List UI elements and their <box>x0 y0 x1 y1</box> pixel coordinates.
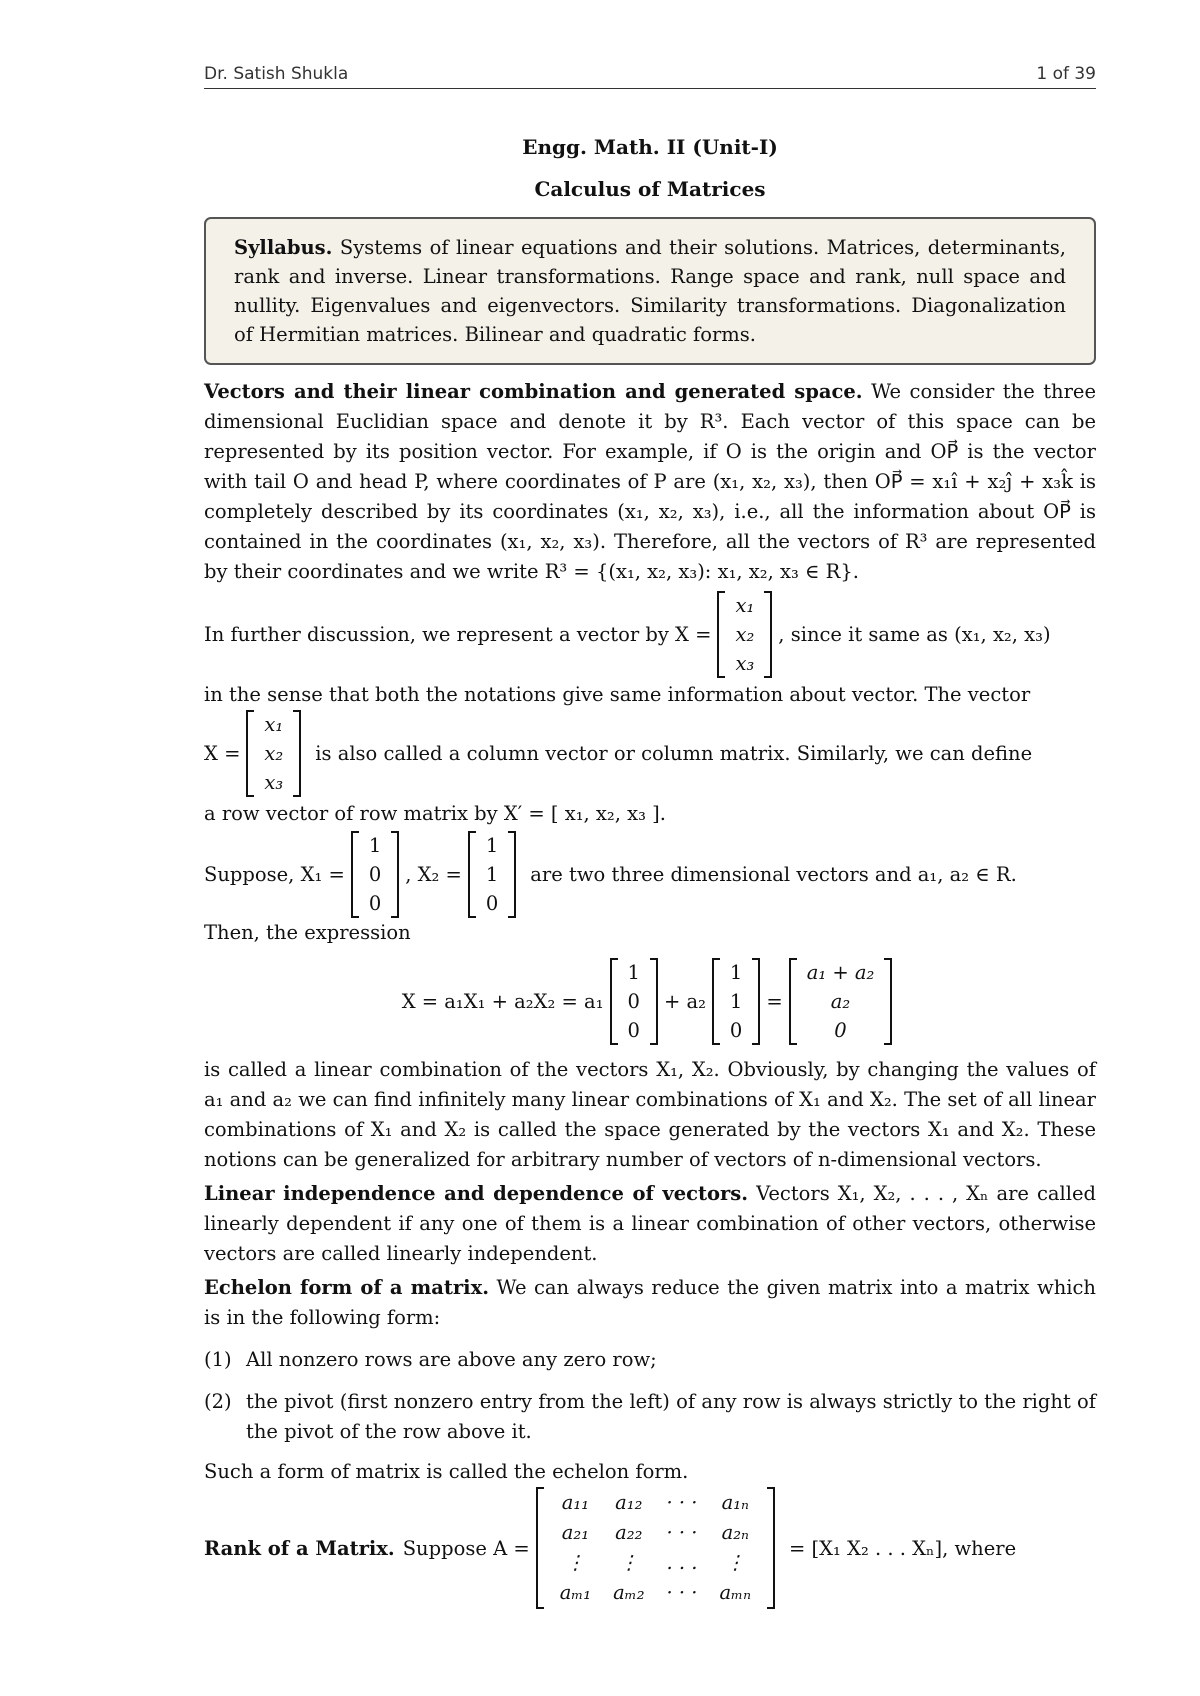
list-item <box>204 1345 1096 1375</box>
section-echelon <box>204 1273 1096 1333</box>
echelon-text: We can always reduce the given matrix into a matrix which is in the following form: <box>204 1276 1096 1329</box>
column-matrix-prefix: X = <box>204 742 241 765</box>
equation-lhs: X = a₁X₁ + a₂X₂ = a₁ <box>401 990 604 1013</box>
matrix-entry: . . . <box>666 1551 698 1574</box>
equation-operator: + a₂ <box>663 990 706 1013</box>
column-matrix <box>246 710 301 797</box>
linear-combination-text: is called a linear combination of the vectors X₁, X₂. Obviously, by changing the values of a₁ and a₂ we can find infinitely many linear combinations of X₁ and X₂. The set of all linear combinations of X₁ and X₂ is called the space generated by the vectors X₁ and X₂. These notions can be generalized for arbitrary number of vectors of n-dimensional vectors. <box>204 1058 1096 1171</box>
suppose-mid: , X₂ = <box>405 863 462 886</box>
matrix-entry: 1 <box>627 961 640 984</box>
equation-matrix-result <box>789 958 893 1045</box>
matrix-entry: 0 <box>368 863 382 886</box>
syllabus-label: Syllabus. <box>234 236 333 259</box>
matrix-entry: a₂₂ <box>615 1521 643 1544</box>
rank-suffix: = [X₁ X₂ . . . Xₙ], where <box>789 1536 1017 1560</box>
independence-heading: Linear independence and dependence of vectors. <box>204 1182 749 1205</box>
echelon-closing: Such a form of matrix is called the echelon form. <box>204 1460 689 1483</box>
row-vector-text: a row vector of row matrix by X′ = [ x₁, x₂, x₃ ]. <box>204 802 666 825</box>
matrix-entry: a₁₂ <box>615 1491 643 1514</box>
equation-matrix-2 <box>712 958 760 1045</box>
suppose-vectors <box>204 831 1096 918</box>
list-item <box>204 1387 1096 1447</box>
vector-x1 <box>351 831 399 918</box>
list-item-number: (1) <box>204 1348 232 1371</box>
matrix-entry: 0 <box>627 1019 640 1042</box>
page-content <box>204 64 1096 1609</box>
matrix-entry: aₘ₂ <box>613 1581 645 1604</box>
then-text: Then, the expression <box>204 921 411 944</box>
suppose-prefix: Suppose, X₁ = <box>204 863 345 886</box>
vector-x2 <box>468 831 516 918</box>
sense-text: in the sense that both the notations give same information about vector. The vector <box>204 683 1031 706</box>
echelon-heading: Echelon form of a matrix. <box>204 1276 489 1299</box>
rank-matrix-grid <box>544 1487 767 1609</box>
list-item-text: the pivot (first nonzero entry from the left) of any row is always strictly to the right of the pivot of the row above it. <box>246 1390 1096 1443</box>
syllabus-text: Systems of linear equations and their solutions. Matrices, determinants, rank and inverse. Linear transformations. Range space and rank, null space and nullity. Eigenvalues and eigenvectors. Similarity transformations. Diagonalization of Hermitian matrices. Bilinear and quadratic forms. <box>234 236 1066 346</box>
matrix-entry: a₂ₙ <box>721 1521 749 1544</box>
matrix-entry: x₂ <box>735 623 755 646</box>
matrix-entry: aₘₙ <box>719 1581 752 1604</box>
matrix-entry: 0 <box>485 892 499 915</box>
matrix-entry: ⋮ <box>725 1551 746 1574</box>
independence-text: Vectors X₁, X₂, . . . , Xₙ are called linearly dependent if any one of them is a linear combination of other vectors, otherwise vectors are called linearly independent. <box>204 1182 1096 1265</box>
matrix-entry: ⋮ <box>565 1551 586 1574</box>
linear-combination-equation <box>204 958 1096 1045</box>
rank-matrix <box>536 1487 775 1609</box>
rank-prefix: Suppose A = <box>402 1536 530 1560</box>
page-indicator: 1 of 39 <box>1036 64 1096 84</box>
matrix-entry: 0 <box>729 1019 743 1042</box>
matrix-entry: aₘ₁ <box>559 1581 592 1604</box>
author-name: Dr. Satish Shukla <box>204 64 349 84</box>
matrix-entry: 1 <box>368 834 382 857</box>
section-vectors <box>204 377 1096 587</box>
matrix-entry: a₂₁ <box>561 1521 590 1544</box>
matrix-entry: a₂ <box>830 990 851 1013</box>
matrix-entry: 0 <box>834 1019 847 1042</box>
column-matrix-definition <box>204 710 1096 797</box>
section-vectors-text: We consider the three dimensional Euclidian space and denote it by R³. Each vector of this space can be represented by its position vector. For example, if O is the origin and OP⃗ is the vector with tail O and head P, where coordinates of P are (x₁, x₂, x₃), then OP⃗ = x₁î + x₂ĵ + x₃k̂ is completely described by its coordinates (x₁, x₂, x₃), i.e., all the information about OP⃗ is contained in the coordinates (x₁, x₂, x₃). Therefore, all the vectors of R³ are represented by their coordinates and we write R³ = {(x₁, x₂, x₃): x₁, x₂, x₃ ∈ R}. <box>204 380 1096 583</box>
matrix-entry: ⋮ <box>619 1551 639 1574</box>
rank-heading: Rank of a Matrix. <box>204 1536 395 1560</box>
matrix-entry: · · · <box>666 1581 698 1604</box>
matrix-entry: x₂ <box>264 742 284 765</box>
list-item-number: (2) <box>204 1390 232 1413</box>
section-independence <box>204 1179 1096 1269</box>
echelon-conditions-list <box>204 1345 1096 1447</box>
syllabus-box <box>204 217 1096 365</box>
document-title: Engg. Math. II (Unit-I) <box>522 135 778 159</box>
matrix-entry: 0 <box>368 892 382 915</box>
equation-matrix-1 <box>610 958 658 1045</box>
column-vector-suffix: , since it same as (x₁, x₂, x₃) <box>778 623 1051 646</box>
column-vector-prefix: In further discussion, we represent a vector by X = <box>204 623 712 646</box>
matrix-entry: x₁ <box>264 713 284 736</box>
matrix-entry: x₁ <box>735 594 755 617</box>
matrix-entry: · · · <box>666 1491 698 1514</box>
document-subtitle: Calculus of Matrices <box>534 177 766 201</box>
column-vector-definition <box>204 591 1096 678</box>
section-vectors-heading: Vectors and their linear combination and generated space. <box>204 380 863 403</box>
matrix-entry: a₁ + a₂ <box>806 961 875 984</box>
column-matrix-suffix: is also called a column vector or column matrix. Similarly, we can define <box>315 742 1033 765</box>
matrix-entry: a₁₁ <box>561 1491 590 1514</box>
matrix-entry: a₁ₙ <box>721 1491 749 1514</box>
matrix-entry: 1 <box>485 834 499 857</box>
matrix-entry: 0 <box>627 990 640 1013</box>
list-item-text: All nonzero rows are above any zero row; <box>246 1348 657 1371</box>
matrix-entry: x₃ <box>264 771 284 794</box>
column-vector-matrix <box>717 591 772 678</box>
suppose-suffix: are two three dimensional vectors and a₁, a₂ ∈ R. <box>530 863 1017 886</box>
matrix-entry: 1 <box>485 863 499 886</box>
matrix-entry: x₃ <box>735 652 755 675</box>
matrix-entry: · · · <box>666 1521 698 1544</box>
section-rank <box>204 1487 1096 1609</box>
matrix-entry: 1 <box>729 961 743 984</box>
equation-equals: = <box>766 990 783 1013</box>
running-header <box>204 64 1096 89</box>
matrix-entry: 1 <box>729 990 743 1013</box>
